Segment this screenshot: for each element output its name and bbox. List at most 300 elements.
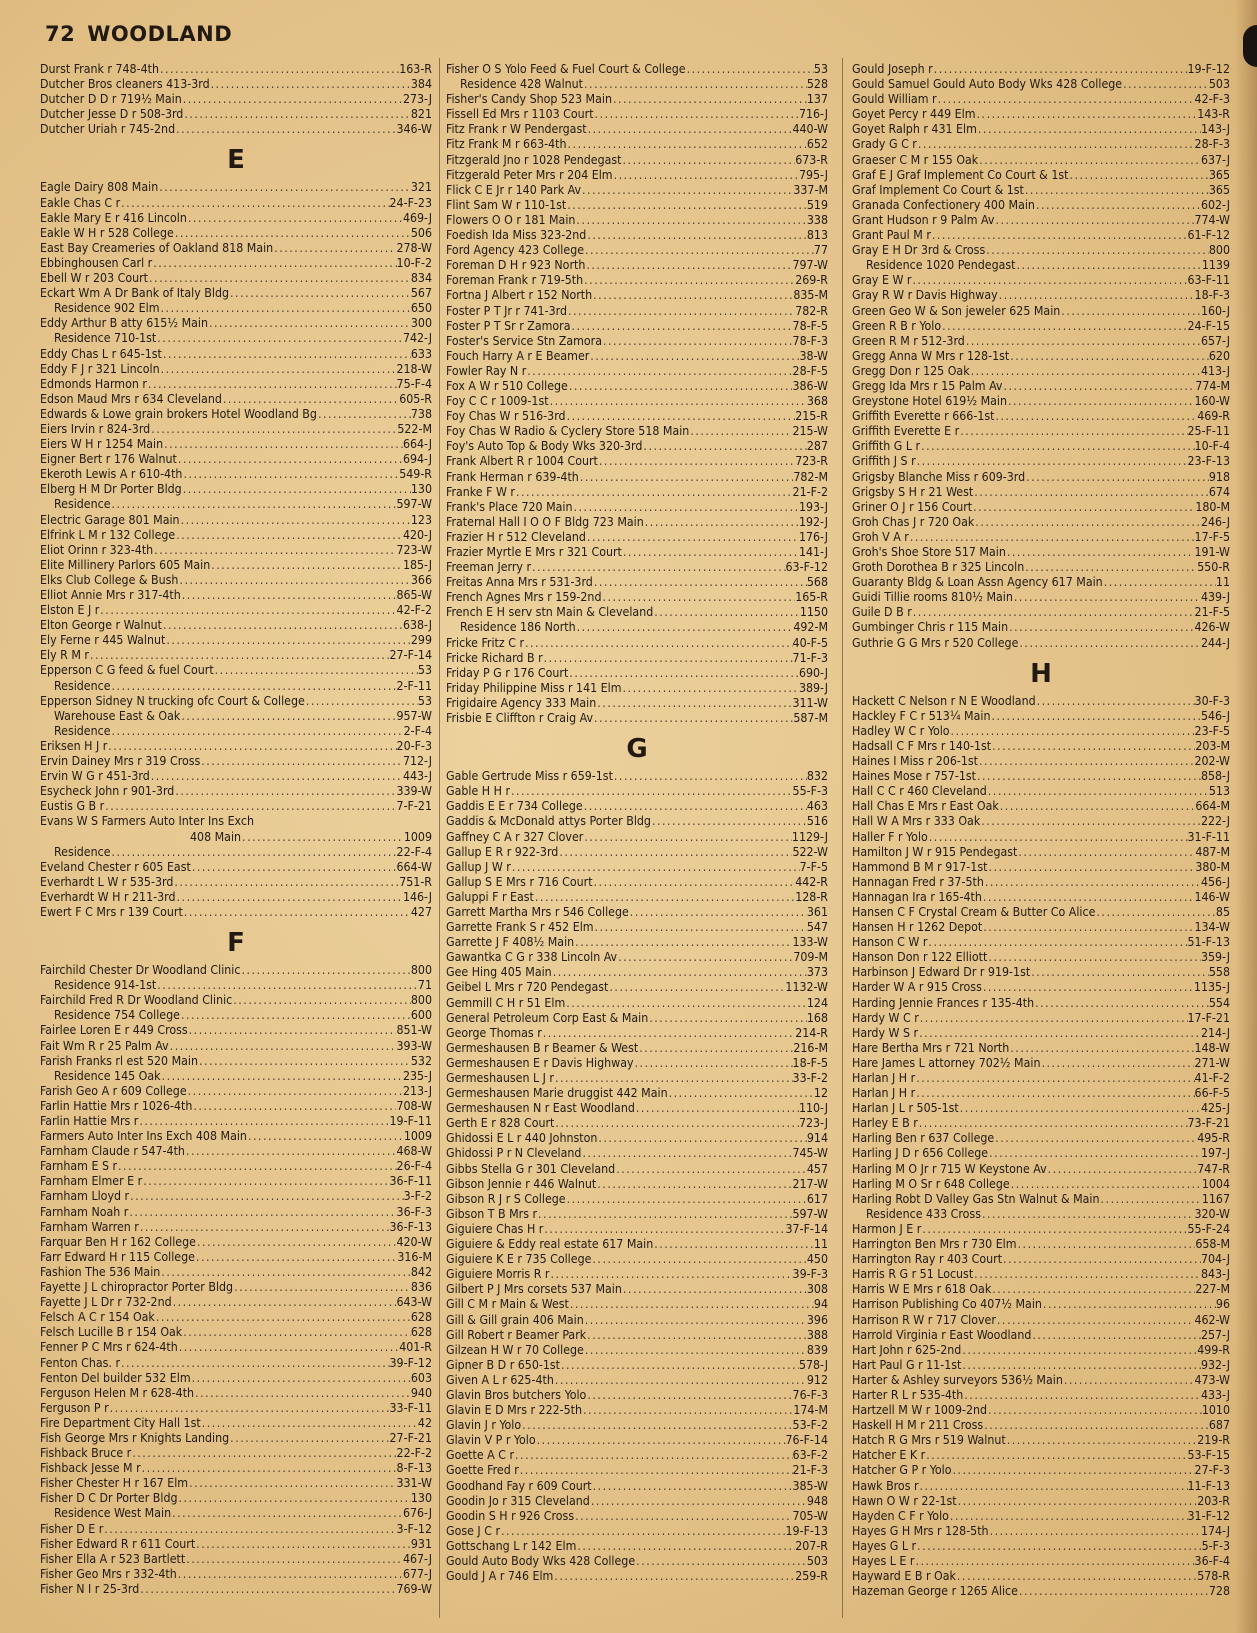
listing-name: Hackley F C r 513¼ Main <box>852 708 991 723</box>
listing-name: Gaddis & McDonald attys Porter Bldg <box>446 814 651 829</box>
listing-phone-number: 420-W <box>396 1234 432 1249</box>
listing-phone-number: 55-F-3 <box>792 784 828 799</box>
listing-entry <box>852 349 1230 364</box>
listing-entry <box>40 1401 432 1416</box>
listing-phone-number: 800 <box>410 993 432 1008</box>
listing-entry <box>852 1509 1230 1524</box>
listing-name: Foy's Auto Top & Body Wks 320-3rd <box>446 439 643 454</box>
listing-name: Hadley W C r Yolo <box>852 723 950 738</box>
listing-entry <box>852 1237 1230 1252</box>
dot-leader <box>232 993 411 1008</box>
listing-entry <box>40 558 432 573</box>
listing-phone-number: 41-F-2 <box>1194 1071 1230 1085</box>
listing-phone-number: 337-M <box>793 182 828 197</box>
listing-entry <box>40 1144 432 1159</box>
dot-leader <box>583 273 795 288</box>
listing-entry <box>446 1146 828 1161</box>
listing-entry <box>40 407 432 422</box>
listing-entry <box>446 1358 828 1373</box>
listing-entry <box>40 663 432 678</box>
listing-phone-number: 388 <box>806 1327 828 1342</box>
listing-phone-number: 637-J <box>1200 152 1230 167</box>
dot-leader <box>915 1071 1194 1086</box>
listing-name: Foreman Frank r 719-5th <box>446 273 584 288</box>
dot-leader <box>597 1131 807 1146</box>
listing-name: Germeshausen E r Davis Highway <box>446 1055 634 1070</box>
listing-entry <box>446 288 828 303</box>
listing-name: Hadsall C F Mrs r 140-1st <box>852 738 992 753</box>
listing-entry <box>40 1537 432 1552</box>
listing-name: Gray E W r <box>852 273 912 288</box>
listing-entry <box>852 304 1230 319</box>
dot-leader <box>185 1552 403 1567</box>
listing-name: Hall C C r 460 Cleveland <box>852 784 987 799</box>
dot-leader <box>622 153 796 168</box>
dot-leader <box>1036 694 1195 709</box>
listing-name: Eckart Wm A Dr Bank of Italy Bldg <box>40 286 230 301</box>
dot-leader <box>592 288 793 303</box>
dot-leader <box>959 424 1187 439</box>
dot-leader <box>921 1222 1187 1237</box>
dot-leader <box>549 1267 792 1282</box>
listing-entry <box>852 500 1230 515</box>
listing-entry <box>446 1177 828 1192</box>
listing-phone-number: 28-F-3 <box>1194 137 1230 152</box>
dot-leader <box>651 814 807 829</box>
dot-leader <box>160 1265 411 1280</box>
listing-phone-number: 782-M <box>793 469 828 484</box>
listing-phone-number: 19-F-11 <box>389 1114 432 1128</box>
listing-phone-number: 389-J <box>798 680 828 695</box>
listing-entry <box>852 1418 1230 1433</box>
listing-name: Dutcher D D r 719½ Main <box>40 92 182 107</box>
dot-leader <box>601 590 795 605</box>
listing-name: Frazier Myrtle E Mrs r 321 Court <box>446 545 622 559</box>
listing-entry <box>40 1189 432 1204</box>
dot-leader <box>531 560 786 575</box>
dot-leader <box>176 890 403 905</box>
dot-leader <box>999 799 1196 814</box>
listing-entry <box>852 590 1230 605</box>
listing-name: Guile D B r <box>852 605 912 620</box>
dot-leader <box>919 1011 1188 1026</box>
listing-name: Residence 433 Cross <box>866 1206 981 1221</box>
listing-entry <box>852 545 1230 560</box>
listing-phone-number: 71-F-3 <box>792 650 828 665</box>
listing-entry <box>852 1056 1230 1071</box>
dot-leader <box>608 980 785 995</box>
listing-entry <box>40 1174 432 1189</box>
listing-phone-number: 747-R <box>1197 1161 1230 1176</box>
dot-leader <box>120 196 389 211</box>
listing-phone-number: 207-R <box>795 1538 828 1553</box>
listing-name: Gottschang L r 142 Elm <box>446 1538 577 1553</box>
dot-leader <box>590 1494 807 1509</box>
listing-entry <box>852 1569 1230 1584</box>
dot-leader <box>642 439 806 454</box>
listing-phone-number: 427 <box>410 904 432 919</box>
listing-name: Eveland Chester r 605 East <box>40 859 191 874</box>
dot-leader <box>575 213 806 228</box>
dot-leader <box>155 1310 411 1325</box>
listing-name: Hatcher E K r <box>852 1448 926 1463</box>
listing-entry <box>40 1295 432 1310</box>
listing-entry <box>852 107 1230 122</box>
listing-entry <box>446 1463 828 1478</box>
dot-leader <box>117 1159 397 1174</box>
listing-phone-number: 123 <box>410 512 432 527</box>
listing-name: Hare Bertha Mrs r 721 North <box>852 1040 1010 1055</box>
listing-name: Fitz Frank r W Pendergast <box>446 122 587 137</box>
dot-leader <box>978 754 1194 769</box>
listing-entry <box>40 1099 432 1114</box>
listing-name: Haller F r Yolo <box>852 829 928 844</box>
listing-phone-number: 597-W <box>396 497 432 512</box>
listing-phone-number: 22-F-4 <box>396 844 432 859</box>
listing-phone-number: 440-W <box>792 122 828 137</box>
listing-phone-number: 12 <box>813 1086 828 1101</box>
listing-entry <box>852 1282 1230 1297</box>
listing-name: Germeshausen Marie druggist 442 Main <box>446 1086 668 1101</box>
dot-leader <box>229 286 411 301</box>
listing-entry <box>852 1101 1230 1116</box>
dot-leader <box>1006 1433 1197 1448</box>
listing-name: Dutcher Jesse D r 508-3rd <box>40 107 184 122</box>
listing-name: Harling Ben r 637 College <box>852 1131 995 1146</box>
listing-name: Harrison R W r 717 Clover <box>852 1312 996 1327</box>
dot-leader <box>160 301 411 316</box>
listing-entry <box>852 845 1230 860</box>
listing-name: Fisher Chester H r 167 Elm <box>40 1476 189 1491</box>
listing-phone-number: 842 <box>410 1264 432 1279</box>
listing-phone-number: 191-W <box>1194 545 1230 559</box>
listing-name: Farnham Claude r 547-4th <box>40 1144 185 1159</box>
dot-leader <box>919 1479 1188 1494</box>
listing-phone-number: 912 <box>806 1372 828 1387</box>
dot-leader <box>521 1418 792 1433</box>
listing-phone-number: 168 <box>806 1010 828 1025</box>
listing-name: Evans W S Farmers Auto Inter Ins Exch <box>40 814 254 829</box>
listing-entry <box>446 92 828 107</box>
dot-leader <box>120 1356 390 1371</box>
dot-leader <box>222 392 399 407</box>
listing-phone-number: 426-W <box>1194 620 1230 635</box>
listing-phone-number: 442-R <box>795 874 828 889</box>
dot-leader <box>1009 1041 1194 1056</box>
listing-entry <box>852 243 1230 258</box>
dot-leader <box>579 470 794 485</box>
listing-entry <box>446 304 828 319</box>
listing-entry <box>40 513 432 528</box>
listing-phone-number: 76-F-14 <box>785 1433 828 1448</box>
listing-name: Hannagan Ira r 165-4th <box>852 889 982 904</box>
listing-phone-number: 246-J <box>1200 514 1230 529</box>
dot-leader <box>586 530 799 545</box>
listing-phone-number: 728 <box>1208 1584 1230 1599</box>
listing-phone-number: 918 <box>1208 469 1230 484</box>
dot-leader <box>983 1418 1209 1433</box>
dot-leader <box>565 996 807 1011</box>
dot-leader <box>240 963 410 978</box>
listing-entry <box>40 422 432 437</box>
listing-phone-number: 745-W <box>792 1146 828 1161</box>
listing-phone-number: 373 <box>806 965 828 980</box>
dot-leader <box>109 1401 390 1416</box>
listing-name: Eliot Orinn r 323-4th <box>40 542 154 557</box>
listing-phone-number: 425-J <box>1200 1101 1230 1116</box>
dot-leader <box>147 377 397 392</box>
listing-phone-number: 316-M <box>397 1249 432 1264</box>
listing-phone-number: 1004 <box>1201 1176 1230 1191</box>
listing-name: Fraternal Hall I O O F Bldg 723 Main <box>446 514 644 529</box>
listing-phone-number: 331-W <box>396 1476 432 1491</box>
listing-name: Goodin Jo r 315 Cleveland <box>446 1493 590 1508</box>
listing-phone-number: 23-F-5 <box>1194 723 1230 738</box>
listing-name: Gill Robert r Beamer Park <box>446 1327 587 1342</box>
listing-name: Foreman D H r 923 North <box>446 258 586 273</box>
listing-entry <box>446 258 828 273</box>
listing-name: Fisher Geo Mrs r 332-4th <box>40 1566 177 1581</box>
listing-phone-number: 218-W <box>396 361 432 376</box>
dot-leader <box>549 394 807 409</box>
listing-phone-number: 203-M <box>1195 738 1230 753</box>
listing-phone-number: 420-J <box>402 527 432 542</box>
listing-entry <box>852 754 1230 769</box>
listing-phone-number: 213-J <box>402 1083 432 1098</box>
dot-leader <box>653 1237 814 1252</box>
listing-name: Ebell W r 203 Court <box>40 271 149 286</box>
dot-leader <box>602 334 793 349</box>
listing-phone-number: 76-F-3 <box>792 1387 828 1402</box>
dot-leader <box>567 304 795 319</box>
listing-phone-number: 214-J <box>1200 1025 1230 1040</box>
dot-leader <box>542 1026 795 1041</box>
listing-name: Hart Paul G r 11-1st <box>852 1357 962 1372</box>
listing-name: Harlan J H r <box>852 1071 916 1085</box>
listing-entry <box>852 814 1230 829</box>
listing-name: Hansen H r 1262 Depot <box>852 920 983 935</box>
dot-leader <box>584 1343 807 1358</box>
listing-phone-number: 380-M <box>1195 859 1230 874</box>
listing-phone-number: 219-R <box>1197 1433 1230 1448</box>
listing-entry <box>40 1159 432 1174</box>
listing-name: Harrison Publishing Co 407½ Main <box>852 1297 1042 1312</box>
listing-name: Gemmill C H r 51 Elm <box>446 995 566 1010</box>
listing-name: Eakle Chas C r <box>40 195 121 210</box>
dot-leader <box>111 679 397 694</box>
listing-phone-number: 528 <box>806 77 828 92</box>
listing-phone-number: 463 <box>806 799 828 814</box>
dot-leader <box>178 1340 399 1355</box>
listing-entry <box>40 1567 432 1582</box>
listing-phone-number: 73-F-21 <box>1187 1116 1230 1131</box>
listing-name: Ford Agency 423 College <box>446 243 585 258</box>
listing-entry <box>446 1267 828 1282</box>
listing-phone-number: 516 <box>806 814 828 829</box>
listing-name: Residence <box>54 844 111 859</box>
listing-entry <box>852 198 1230 213</box>
listing-phone-number: 85 <box>1215 904 1230 919</box>
listing-name: Fitzgerald Peter Mrs r 204 Elm <box>446 167 613 182</box>
listing-subentry <box>40 1069 432 1084</box>
listing-name: Groh Chas J r 720 Oak <box>852 514 975 529</box>
dot-leader <box>162 347 411 362</box>
listing-entry <box>40 122 432 137</box>
listing-phone-number: 192-J <box>798 514 828 529</box>
listing-entry <box>446 681 828 696</box>
listing-phone-number: 361 <box>806 904 828 919</box>
listing-name: Giguiere Chas H r <box>446 1221 544 1236</box>
dot-leader <box>568 666 799 681</box>
listing-name: Gipner B D r 650-1st <box>446 1357 560 1372</box>
listing-entry <box>852 62 1230 77</box>
dot-leader <box>148 271 411 286</box>
listing-entry <box>40 890 432 905</box>
dot-leader <box>534 890 795 905</box>
listing-entry <box>446 1388 828 1403</box>
listing-name: Giguiere & Eddy real estate 617 Main <box>446 1237 654 1252</box>
listing-phone-number: 774-W <box>1194 212 1230 227</box>
listing-entry <box>446 530 828 545</box>
listing-entry <box>852 319 1230 334</box>
listing-name: Fire Department City Hall 1st <box>40 1415 201 1430</box>
listing-entry <box>446 213 828 228</box>
listing-name: Garrett Martha Mrs r 546 College <box>446 904 629 919</box>
dot-leader <box>984 875 1201 890</box>
listing-name: Ferguson Helen M r 628-4th <box>40 1385 195 1400</box>
listing-name: Harrington Ben Mrs r 730 Elm <box>852 1237 1017 1252</box>
listing-name: Freeman Jerry r <box>446 560 531 575</box>
listing-entry <box>446 349 828 364</box>
dot-leader <box>594 920 807 935</box>
dot-leader <box>1018 636 1201 651</box>
listing-phone-number: 643-W <box>396 1295 432 1310</box>
listing-phone-number: 366 <box>410 572 432 587</box>
listing-entry <box>40 573 432 588</box>
listing-name: Gregg Anna W Mrs r 128-1st <box>852 348 1010 363</box>
listing-name: Elston E J r <box>40 603 100 618</box>
listing-phone-number: 271-W <box>1194 1055 1230 1070</box>
listing-name: Harmon J E r <box>852 1221 922 1236</box>
listing-phone-number: 657-J <box>1200 333 1230 348</box>
listing-name: Edson Maud Mrs r 634 Cleveland <box>40 391 222 406</box>
listing-phone-number: 320-W <box>1194 1206 1230 1221</box>
listing-entry <box>446 1252 828 1267</box>
listing-phone-number: 1132-W <box>785 980 828 995</box>
listing-entry <box>852 228 1230 243</box>
listing-name: Hayward E B r Oak <box>852 1569 956 1584</box>
listing-entry <box>40 1265 432 1280</box>
listing-name: Harbinson J Edward Dr r 919-1st <box>852 965 1031 980</box>
dot-leader <box>613 168 799 183</box>
listing-entry <box>446 153 828 168</box>
listing-entry <box>446 950 828 965</box>
listing-phone-number: 77 <box>813 243 828 258</box>
listing-phone-number: 834 <box>410 271 432 286</box>
dot-leader <box>987 950 1201 965</box>
listing-phone-number: 17-F-5 <box>1194 529 1230 544</box>
listing-entry <box>852 364 1230 379</box>
listing-name: Griffith Everette r 666-1st <box>852 409 995 424</box>
listing-entry <box>446 1554 828 1569</box>
dot-leader <box>566 409 796 424</box>
listing-phone-number: 174-M <box>793 1403 828 1418</box>
listing-entry <box>446 1418 828 1433</box>
dot-leader <box>233 1280 411 1295</box>
dot-leader <box>634 1056 793 1071</box>
dot-leader <box>273 241 396 256</box>
listing-entry <box>852 950 1230 965</box>
listing-phone-number: 495-R <box>1197 1131 1230 1146</box>
listing-name: Elberg H M Dr Porter Bldg <box>40 482 182 497</box>
dot-leader <box>138 1114 389 1129</box>
listing-name: Granada Confectionery 400 Main <box>852 197 1035 212</box>
listing-entry <box>40 241 432 256</box>
dot-leader <box>543 1222 785 1237</box>
listing-name: Frisbie E Cliffton r Craig Av <box>446 711 594 726</box>
listing-phone-number: 433-J <box>1200 1387 1230 1402</box>
listing-name: Franke F W r <box>446 484 515 499</box>
listing-entry <box>40 347 432 362</box>
listing-name: Fisher Edward R r 611 Court <box>40 1536 196 1551</box>
listing-phone-number: 600 <box>410 1008 432 1023</box>
listing-name: Gould Samuel Gould Auto Body Wks 428 College <box>852 77 1123 92</box>
listing-phone-number: 53-F-2 <box>792 1418 828 1433</box>
listing-name: East Bay Creameries of Oakland 818 Main <box>40 240 274 255</box>
listing-entry <box>40 754 432 769</box>
listing-name: Fisher D C Dr Porter Bldg <box>40 1491 178 1506</box>
listing-name: Ely Ferne r 445 Walnut <box>40 633 166 648</box>
listing-phone-number: 751-R <box>399 874 432 889</box>
dot-leader <box>613 769 807 784</box>
listing-name: Gable H H r <box>446 784 510 799</box>
listing-entry <box>852 334 1230 349</box>
listing-phone-number: 53 <box>417 663 432 678</box>
listing-name: Frank Albert R r 1004 Court <box>446 454 598 469</box>
listing-name: Gibson R J r S College <box>446 1191 566 1206</box>
listing-name: Gumbinger Chris r 115 Main <box>852 620 1009 635</box>
listing-phone-number: 71 <box>417 978 432 993</box>
listing-phone-number: 133-W <box>792 935 828 950</box>
listing-name: Griffith J S r <box>852 454 916 469</box>
listing-entry <box>446 137 828 152</box>
dot-leader <box>560 1358 799 1373</box>
listing-phone-number: 96 <box>1215 1297 1230 1312</box>
listing-name: Hayes G H Mrs r 128-5th <box>852 1523 989 1538</box>
listing-entry <box>40 860 432 875</box>
listing-entry <box>40 633 432 648</box>
listing-name: French Agnes Mrs r 159-2nd <box>446 590 602 605</box>
listing-name: Flint Sam W r 110-1st <box>446 197 567 212</box>
listing-phone-number: 522-W <box>792 844 828 859</box>
listing-name: Germeshausen N r East Woodland <box>446 1101 635 1116</box>
dot-leader <box>566 1192 807 1207</box>
listing-phone-number: 10-F-4 <box>1194 439 1230 454</box>
listing-phone-number: 148-W <box>1194 1040 1230 1055</box>
listing-name: Farnham Noah r <box>40 1204 129 1219</box>
listing-phone-number: 78-F-5 <box>792 318 828 333</box>
listing-entry <box>852 1433 1230 1448</box>
dot-leader <box>576 1539 795 1554</box>
listing-phone-number: 914 <box>806 1131 828 1146</box>
listing-entry <box>446 1116 828 1131</box>
listing-entry <box>852 860 1230 875</box>
dot-leader <box>581 183 793 198</box>
listing-name: Hardy W S r <box>852 1025 919 1040</box>
dot-leader <box>596 696 792 711</box>
listing-entry <box>40 1582 432 1597</box>
listing-name: Fisher Ella A r 523 Bartlett <box>40 1551 186 1566</box>
